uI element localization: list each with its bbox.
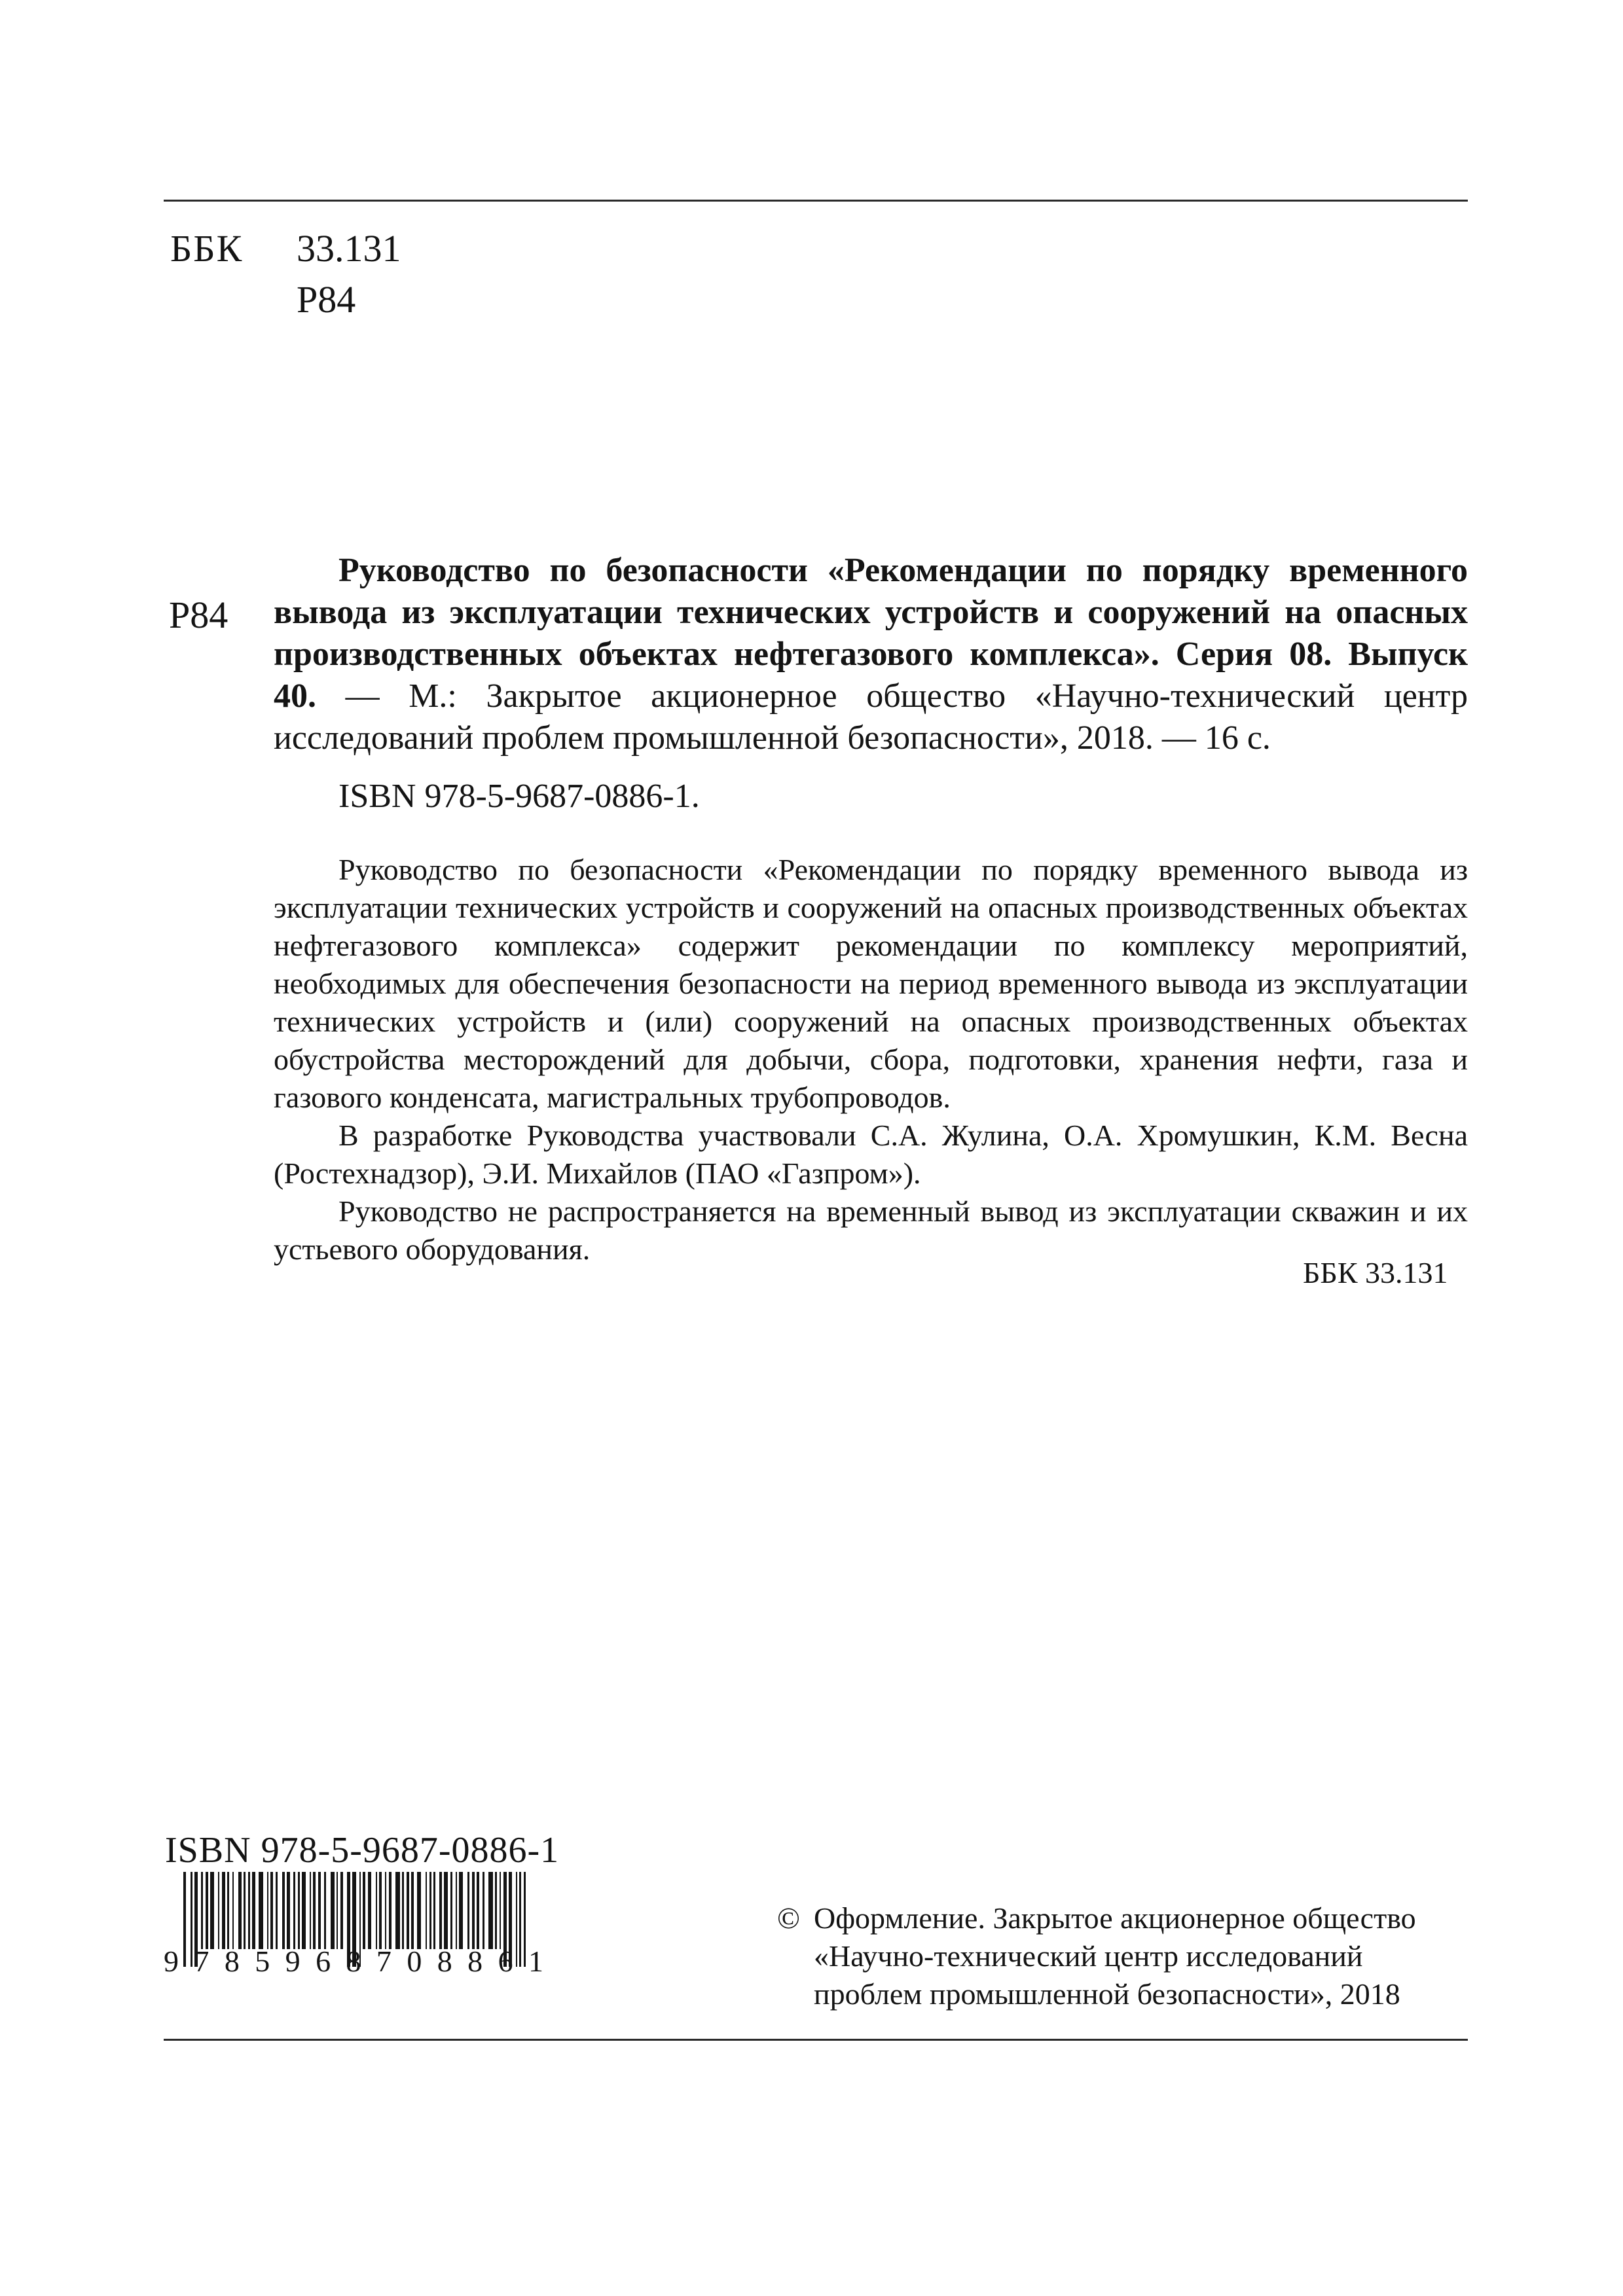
barcode-bar xyxy=(293,1872,295,1949)
barcode-bar xyxy=(238,1872,242,1949)
annotation xyxy=(274,851,1468,1268)
barcode-bar xyxy=(337,1872,338,1949)
copyright-notice xyxy=(777,1899,1468,2013)
bbk-author-sign: Р84 xyxy=(297,278,356,321)
barcode-bar xyxy=(318,1872,321,1949)
barcode-bar xyxy=(411,1872,414,1949)
barcode-bar xyxy=(467,1872,469,1949)
barcode-bar xyxy=(287,1872,290,1949)
barcode-bar xyxy=(232,1872,234,1949)
barcode-bar xyxy=(313,1872,316,1949)
barcode-bar xyxy=(259,1872,263,1949)
annotation-paragraph: В разработке Руководства участвовали С.А. Жулина, О.А. Хромушкин, К.М. Весна (Ростехнадзор), Э.И. Михайлов (ПАО «Газпром»). xyxy=(274,1119,1468,1190)
barcode-bar xyxy=(477,1872,479,1949)
entry-title: Руководство по безопасности «Рекомендации по порядку временного вывода из эксплуатации технических устройств и сооружений на опасных производственных объектах нефтегазового комплекса». Серия 08. Выпуск 40. xyxy=(274,552,1468,715)
barcode-bar xyxy=(407,1872,409,1949)
barcode-bar xyxy=(201,1872,203,1949)
bbk-classification xyxy=(297,226,401,328)
barcode-bar xyxy=(331,1872,335,1949)
barcode-bar xyxy=(222,1872,225,1949)
barcode-bar xyxy=(495,1872,497,1949)
barcode-bar xyxy=(417,1872,421,1949)
barcode-bar xyxy=(340,1872,343,1949)
barcode-bar xyxy=(282,1872,285,1949)
barcode-isbn-text: ISBN 978-5-9687-0886-1 xyxy=(165,1830,560,1871)
bbk-label: ББК xyxy=(170,227,244,270)
copyright-icon: © xyxy=(777,1901,800,1935)
barcode-bar xyxy=(298,1872,300,1949)
top-rule xyxy=(164,200,1468,202)
barcode-bar xyxy=(191,1872,192,1967)
barcode-bar xyxy=(483,1872,484,1949)
barcode-bar xyxy=(302,1872,306,1949)
barcode-bar xyxy=(270,1872,273,1949)
annotation-paragraph: Руководство по безопасности «Рекомендации по порядку временного вывода из эксплуатации технических устройств и сооружений на опасных производственных объектах нефтегазового комплекса» содержит рекомендации по комплексу мероприятий, необходимых для обеспечения безопасности на период временного вывода из эксплуатации технических устройств и (или) сооружений на опасных производственных объектах обустройства месторождений для добычи, сбора, подготовки, хранения нефти, газа и газового конденсата, магистральных трубопроводов. xyxy=(274,853,1468,1114)
barcode-bar xyxy=(433,1872,435,1949)
annotation-paragraph: Руководство не распространяется на временный вывод из эксплуатации скважин и их устьевого оборудования. xyxy=(274,1194,1468,1266)
barcode-bar xyxy=(244,1872,246,1949)
barcode-bar xyxy=(210,1872,214,1949)
barcode-bar xyxy=(450,1872,452,1949)
isbn-barcode xyxy=(164,1872,550,1977)
barcode-bar xyxy=(456,1872,457,1949)
barcode-bar xyxy=(324,1872,326,1949)
barcode-bar xyxy=(444,1872,448,1949)
barcode-bar xyxy=(379,1872,382,1949)
barcode-bar xyxy=(276,1872,278,1949)
entry-publisher: — М.: Закрытое акционерное общество «Научно-технический центр исследований проблем промышленной безопасности», 2018. — 16 с. xyxy=(274,677,1468,757)
barcode-bar xyxy=(402,1872,404,1949)
bbk-code: 33.131 xyxy=(297,227,401,270)
copyright-line: проблем промышленной безопасности», 2018 xyxy=(814,1977,1400,2011)
barcode-bar xyxy=(439,1872,442,1949)
barcode-bar xyxy=(389,1872,392,1949)
bbk-index: ББК 33.131 xyxy=(1303,1256,1448,1289)
copyright-line: Оформление. Закрытое акционерное общество xyxy=(814,1901,1416,1935)
barcode-bar xyxy=(395,1872,400,1949)
barcode-bar xyxy=(227,1872,229,1949)
barcode-bar xyxy=(426,1872,427,1949)
bibliographic-entry xyxy=(274,550,1468,759)
barcode-digits: 9 7 8 5 9 6 8 7 0 8 8 6 1 xyxy=(164,1945,543,1977)
barcode-bar xyxy=(459,1872,463,1949)
copyright-line: «Научно-технический центр исследований xyxy=(814,1939,1363,1973)
barcode-bar xyxy=(500,1872,501,1949)
bottom-rule xyxy=(164,2039,1468,2041)
barcode-bar xyxy=(385,1872,386,1949)
barcode-bar xyxy=(267,1872,268,1949)
barcode-bar xyxy=(472,1872,475,1949)
barcode-bar xyxy=(488,1872,493,1949)
barcode-bar xyxy=(248,1872,250,1949)
barcode-bar xyxy=(376,1872,377,1949)
barcode-bar xyxy=(363,1872,365,1949)
barcode-bar xyxy=(429,1872,431,1949)
entry-isbn: ISBN 978-5-9687-0886-1. xyxy=(338,778,700,815)
barcode-bar xyxy=(252,1872,255,1949)
barcode-bar xyxy=(218,1872,219,1949)
barcode-bar xyxy=(368,1872,371,1949)
barcode-bar xyxy=(310,1872,311,1949)
barcode-bar xyxy=(206,1872,208,1949)
entry-author-sign: Р84 xyxy=(169,594,228,636)
